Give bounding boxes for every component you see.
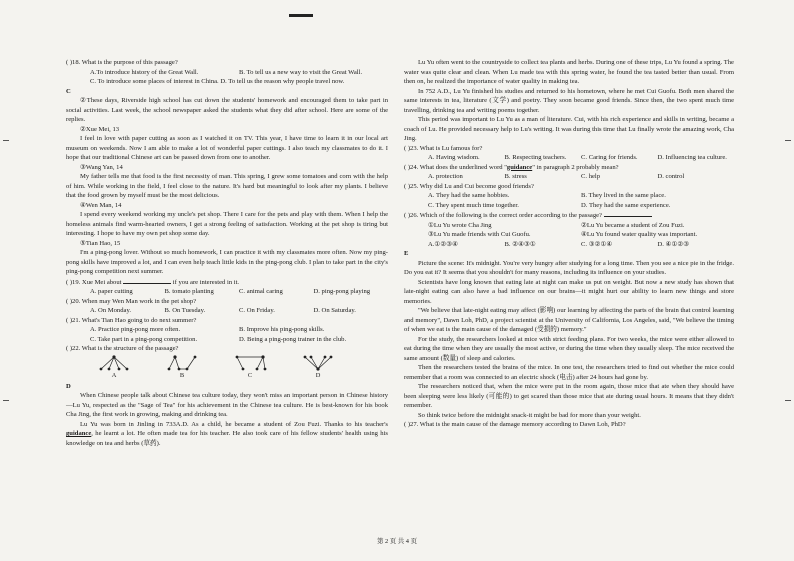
option: C. Caring for friends. [581, 154, 638, 161]
tree-diagram-icon [165, 354, 199, 372]
question-21: ( )21. What's Tian Hao going to do next summer? [66, 316, 197, 324]
q20-options [66, 306, 388, 316]
passage-e-paragraph: Picture the scene: It's midnight. You're very hungry after studying for a long time. Then you see a nice pie in the fridge. Do you eat it? It seems that you shouldn't for many reasons, including its influence on your studies. [404, 259, 734, 276]
q21-options [66, 325, 388, 335]
passage-d-paragraph: In 752 A.D., Lu Yu finished his studies and returned to his hometown, where he met Cui Guofu. Both men shared the same interests in tea, literature (文学) and poetry. They soon became good friends. Since then, the two spent much time travelling, drinking tea and writing poems together. [404, 87, 734, 114]
option: A. paper cutting [90, 288, 133, 295]
diagram-c [216, 354, 284, 380]
answer-blank[interactable] [604, 210, 652, 217]
diagram-label: C [247, 371, 253, 379]
q26-items [404, 230, 734, 240]
q23-options [404, 153, 734, 163]
option: B. tomato planting [164, 288, 214, 295]
order-item: ④Lu Yu found water quality was important. [581, 231, 698, 238]
option: D. Being a ping-pong trainer in the club. [239, 335, 347, 343]
question-27: ( )27. What is the main cause of the damage memory according to Dawn Loh, PhD? [404, 421, 626, 428]
option: C. ③②①④ [581, 240, 613, 248]
reply-text: I spend every weekend working my uncle's pet shop. There I care for the pets and play with them. When I help the homeless animals find warm-hearted owners, I get a strong feeling of satisfaction. Working at the pet shop is tiring but interesting. I hope to have my own pet shop some day. [66, 211, 388, 237]
option: A. They had the same hobbies. [428, 192, 510, 199]
option: A. On Monday. [90, 307, 131, 314]
option: C. On Friday. [239, 307, 275, 314]
reply-text: I'm a ping-pong lover. Without so much homework, I can practice it with my classmates more often. Now my ping-pong skills have improved a lot, and I can even help teach little kids in the ping-pong club. I plan to take part in the city's ping-pong competition next summer. [66, 249, 388, 275]
passage-e-paragraph: The researchers noticed that, when the mice were put in the room again, those mice that ate when they should have been sleeping were less likely (可能的) to get scared than those mice that ate during usual hours. It means that they didn't remember. [404, 383, 734, 409]
passage-e-paragraph: Scientists have long known that eating late at night can make us put on weight. But now a new study has shown that late-night eating can also have a bad influence on our brains—it might hurt our ability to learn new things and store memories. [404, 278, 734, 305]
option: C. Take part in a ping-pong competition. [90, 335, 198, 343]
passage-e-paragraph: So think twice before the midnight snack-it might be bad for more than your weight. [418, 411, 641, 419]
page-footer: 第 2 页 共 4 页 [377, 538, 417, 545]
option: B. On Tuesday. [164, 307, 206, 314]
passage-d-paragraph: When Chinese people talk about Chinese tea culture today, they won't miss an important person in Chinese history—Lu Yu, respected as the "Sage of Tea" for his achievement in the Chinese tea culture. He is best-known for his book Cha Jing, the first work in growing, making and drinking tea. [66, 392, 388, 418]
q25-options [404, 191, 734, 201]
question-18: ( )18. What is the purpose of this passage? [66, 59, 178, 66]
page-top-mark [289, 14, 313, 17]
question-20: ( )20. When may Wen Man work in the pet shop? [66, 297, 197, 305]
diagram-label: B [179, 371, 185, 379]
option: C. To introduce some places of interest in China. D. To tell us the reason why people travel now. [90, 78, 345, 85]
question-23: ( )23. What is Lu famous for? [404, 144, 483, 152]
reply-text: My father tells me that food is the first necessity of man. This spring, I grew some tomatoes and corn with the help of him. While working in the field, I feel close to the nature. It's hard but meaningful to look after my plants. I believe that the food grown by myself must be the most delicious. [66, 173, 388, 199]
passage-d-paragraph: Lu Yu was born in Jinling in 733A.D. As a child, he became a student of Zou Fuzi. Thanks to his teacher's guidance, he learnt a lot. He often made tea for his teacher. He also took care of his fellow students' health using his knowledge on tea and herbs (草药). [66, 420, 388, 447]
option: D. control [657, 173, 685, 180]
q18-options [66, 68, 388, 78]
order-item: ②Lu Yu became a student of Zou Fuzi. [581, 221, 685, 229]
q26-items [404, 221, 734, 231]
option: B. ②④③① [504, 240, 536, 248]
edge-tick [785, 400, 791, 401]
option: D. They had the same experience. [581, 201, 671, 209]
option: C. help [581, 173, 601, 180]
section-e-heading: E [404, 250, 409, 257]
question-22: ( )22. What is the structure of the passage? [66, 345, 179, 352]
option: A. Practice ping-pong more often. [90, 326, 181, 333]
option: B. They lived in the same place. [581, 192, 666, 199]
question-24: ( )24. What does the underlined word "guidance" in paragraph 2 probably mean? [404, 163, 619, 171]
reply-text: I feel in love with paper cutting as soon as I watched it on TV. This year, I have time to learn it in our local art museum on weekends. Now I am able to make a lot of wonderful paper cuttings. I also teach my classmates to do it. I hope that our traditional Chinese art can be passed down from one to another. [66, 135, 388, 161]
question-25: ( )25. Why did Lu and Cui become good friends? [404, 182, 534, 190]
option: D. ④①②③ [657, 240, 690, 248]
option: B. Respecting teachers. [504, 154, 567, 161]
option: D. ping-pong playing [313, 288, 371, 295]
diagram-label: D [315, 371, 321, 379]
option: C. animal caring [239, 288, 283, 295]
tree-diagram-icon [97, 354, 131, 372]
option: C. They spent much time together. [428, 201, 519, 209]
passage-e-paragraph: For the study, the researchers looked at mice with strict feeding plans. For two weeks, the mice were either allowed to eat during the time when they are usually the most active, or during the time when they usually sleep. The mice received the same amount (数量) of sleep and calories. [404, 335, 734, 362]
question-26: ( )26. Which of the following is the correct order according to the passage? [404, 210, 734, 221]
q26-options [404, 240, 734, 250]
reply-name: ③Wang Yan, 14 [80, 163, 123, 171]
edge-tick [785, 140, 791, 141]
option: A.①②③④ [428, 240, 459, 248]
question-19: ( )19. Xue Mei about if you are interested in it. [66, 278, 240, 286]
q19-options [66, 287, 388, 297]
diagram-a [80, 354, 148, 380]
tree-diagram-icon [301, 354, 335, 372]
passage-d-paragraph: This period was important to Lu Yu as a man of literature. Cui, with his rich experience and skills in writing, became a coach of Lu. He provided necessary help to Lu's writing. It was during this time that Lu finally wrote the amazing work, Cha Jing. [404, 116, 734, 142]
answer-blank[interactable] [123, 277, 171, 284]
q25-options [404, 201, 734, 211]
passage-c-intro: ②These days, Riverside high school has cut down the students' homework and encouraged them to take part in social activities. Last week, the school newspaper asked the students what they did after school. Here are some of the replies. [66, 97, 388, 123]
underlined-word: guidance [506, 163, 533, 171]
structure-diagrams [66, 354, 388, 382]
option: A. protection [428, 173, 463, 180]
diagram-label: A [111, 371, 117, 379]
order-item: ①Lu Yu wrote Cha Jing [428, 221, 492, 229]
option: A. Having wisdom. [428, 154, 480, 161]
option: D. Influencing tea culture. [657, 154, 727, 161]
passage-e-paragraph: "We believe that late-night eating may affect (影响) our learning by affecting the parts of the brain that control learning and memory", Dawn Loh, PhD, a project scientist at the University of California, Los Angeles, said, "We believe the timing of when we eat is the main cause of the damaged (受损的) memory." [404, 307, 734, 333]
section-c-heading: C [66, 87, 71, 95]
option: B. stress [504, 173, 527, 180]
reply-name: ⑤Tian Hao, 15 [80, 239, 121, 247]
option: B. To tell us a new way to visit the Great Wall. [239, 68, 363, 76]
option: B. Improve his ping-pong skills. [239, 326, 325, 333]
q21-options [66, 335, 388, 345]
passage-e-paragraph: Then the researchers tested the brains of the mice. In one test, the researchers tried to find out whether the mice could remember that a room was connected to an electric shock (电击) after 24 hours had gone by. [404, 364, 734, 381]
passage-d-paragraph: Lu Yu often went to the countryside to collect tea plants and herbs. During one of these trips, Lu Yu found a spring. The water was quite clear and clean. When Lu made tea with this spring water, he found the tea tasted better than usual. From then on, he realized the importance of water quality in making tea. [404, 59, 734, 85]
underlined-word: guidance [66, 430, 92, 437]
left-column [66, 58, 388, 448]
reply-name: ④Wen Man, 14 [80, 201, 122, 209]
diagram-b [148, 354, 216, 380]
section-d-heading: D [66, 382, 71, 390]
edge-tick [3, 400, 9, 401]
q24-options [404, 172, 734, 182]
diagram-d [284, 354, 352, 380]
right-column [404, 58, 734, 430]
reply-name: ②Xue Mei, 13 [80, 125, 120, 133]
edge-tick [3, 140, 9, 141]
option: A.To introduce history of the Great Wall. [90, 68, 199, 76]
order-item: ③Lu Yu made friends with Cui Guofu. [428, 231, 531, 238]
tree-diagram-icon [233, 354, 267, 372]
option: D. On Saturday. [313, 307, 356, 314]
